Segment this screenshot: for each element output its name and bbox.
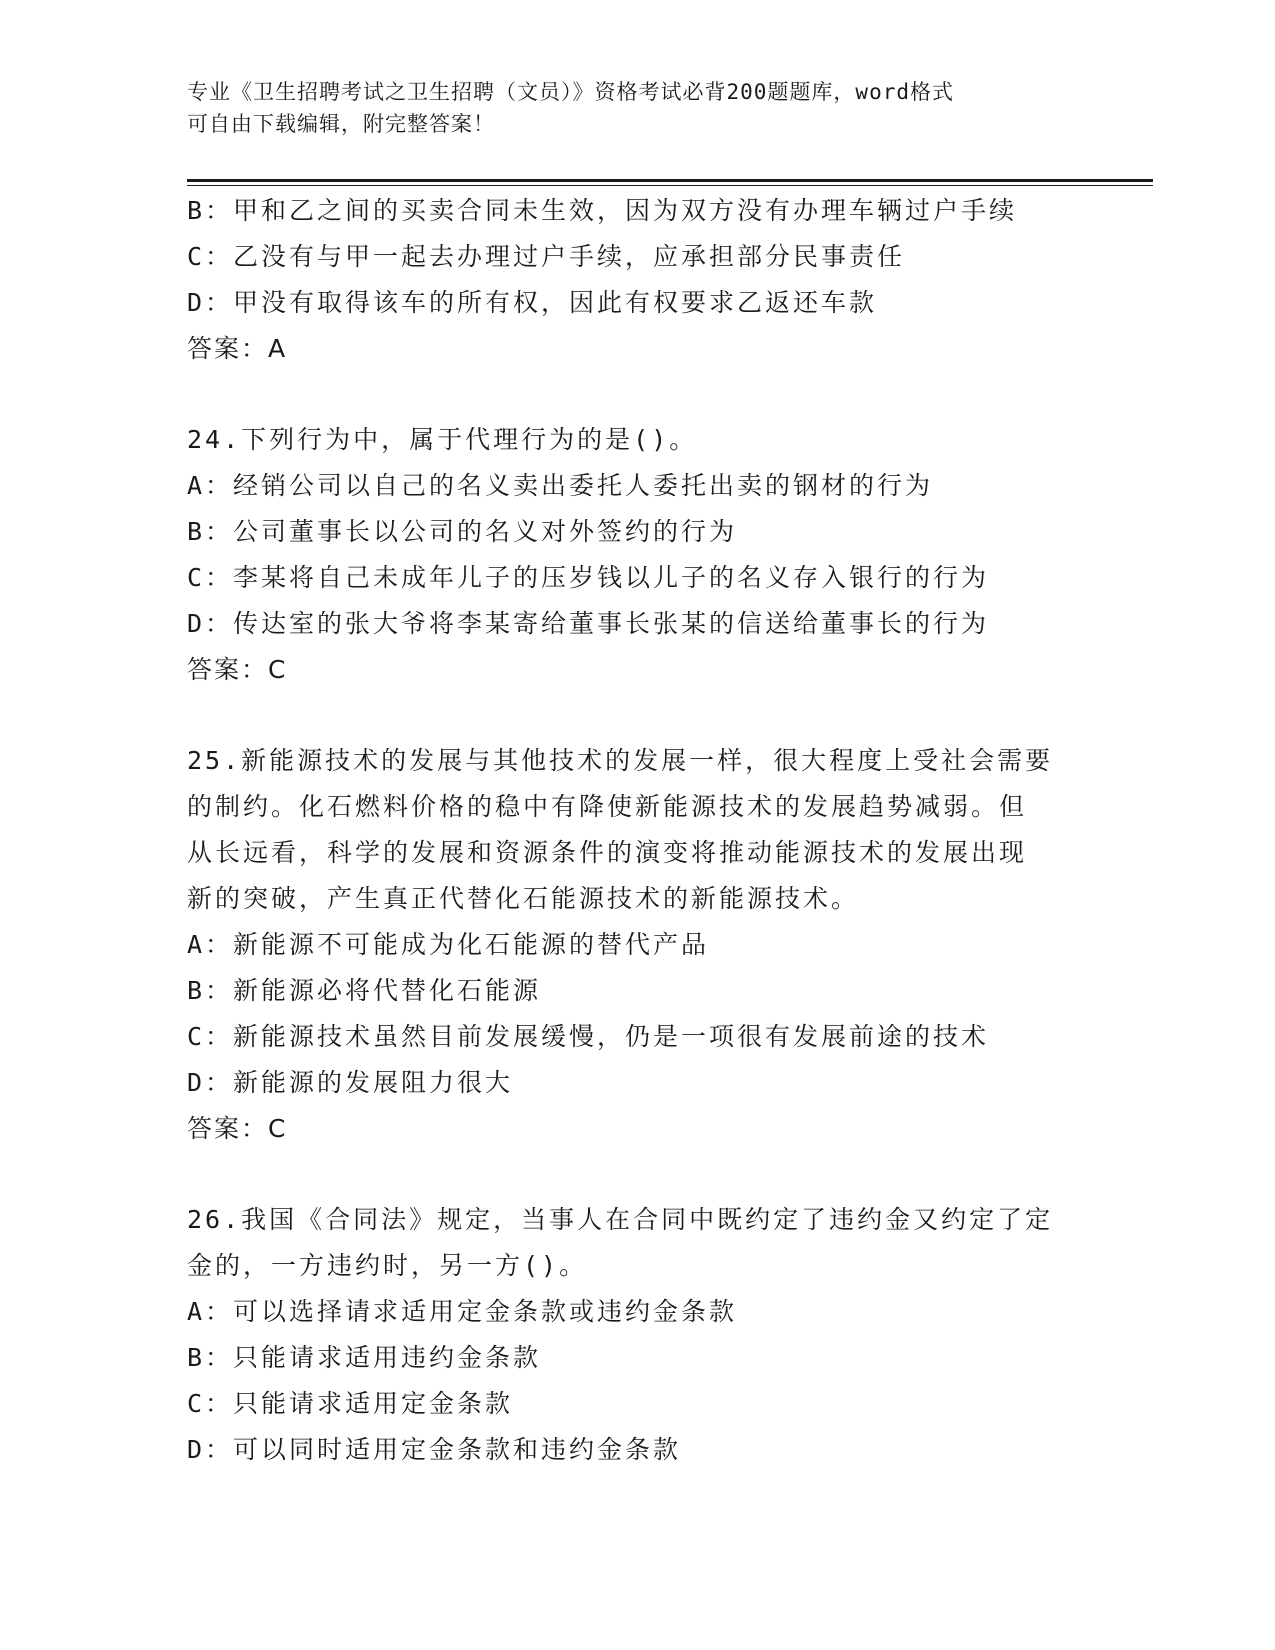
q25-stem-line-1: 25.新能源技术的发展与其他技术的发展一样，很大程度上受社会需要: [187, 746, 1054, 775]
question-23: [187, 188, 1087, 372]
header-title-line-2: 可自由下载编辑，附完整答案！: [187, 112, 495, 136]
q23-option-b: B：甲和乙之间的买卖合同未生效，因为双方没有办理车辆过户手续: [187, 196, 1018, 225]
q24-option-d: D：传达室的张大爷将李某寄给董事长张某的信送给董事长的行为: [187, 609, 990, 638]
spacer: [187, 372, 1087, 417]
q26-stem-line-1: 26.我国《合同法》规定，当事人在合同中既约定了违约金又约定了定: [187, 1205, 1054, 1234]
q25-stem-line-2: 的制约。化石燃料价格的稳中有降使新能源技术的发展趋势减弱。但: [187, 792, 1028, 821]
q25-option-a: A：新能源不可能成为化石能源的替代产品: [187, 930, 710, 959]
q24-option-a: A：经销公司以自己的名义卖出委托人委托出卖的钢材的行为: [187, 471, 934, 500]
question-25: [187, 738, 1087, 1152]
q26-option-c: C：只能请求适用定金条款: [187, 1389, 514, 1418]
q24-stem-line-1: 24.下列行为中，属于代理行为的是()。: [187, 425, 698, 454]
q26-option-a: A：可以选择请求适用定金条款或违约金条款: [187, 1297, 738, 1326]
spacer: [187, 1152, 1087, 1197]
q25-stem-line-4: 新的突破，产生真正代替化石能源技术的新能源技术。: [187, 884, 860, 913]
question-26: [187, 1197, 1087, 1473]
question-24: [187, 417, 1087, 693]
document-body: [187, 188, 1087, 1473]
q23-answer: 答案：A: [187, 334, 288, 363]
q24-answer: 答案：C: [187, 655, 288, 684]
q23-option-c: C：乙没有与甲一起去办理过户手续，应承担部分民事责任: [187, 242, 906, 271]
q24-option-b: B：公司董事长以公司的名义对外签约的行为: [187, 517, 738, 546]
q26-stem-line-2: 金的，一方违约时，另一方()。: [187, 1251, 588, 1280]
q25-option-b: B：新能源必将代替化石能源: [187, 976, 542, 1005]
q23-option-d: D：甲没有取得该车的所有权，因此有权要求乙返还车款: [187, 288, 878, 317]
header-title-line-1: 专业《卫生招聘考试之卫生招聘（文员）》资格考试必背200题题库，word格式: [187, 80, 954, 104]
q25-option-d: D：新能源的发展阻力很大: [187, 1068, 514, 1097]
q26-option-d: D：可以同时适用定金条款和违约金条款: [187, 1435, 682, 1464]
spacer: [187, 693, 1087, 738]
q24-option-c: C：李某将自己未成年儿子的压岁钱以儿子的名义存入银行的行为: [187, 563, 990, 592]
q25-stem-line-3: 从长远看，科学的发展和资源条件的演变将推动能源技术的发展出现: [187, 838, 1028, 867]
q25-answer: 答案：C: [187, 1114, 288, 1143]
q25-option-c: C：新能源技术虽然目前发展缓慢，仍是一项很有发展前途的技术: [187, 1022, 990, 1051]
header-rule-thin: [187, 185, 1153, 186]
q26-option-b: B：只能请求适用违约金条款: [187, 1343, 542, 1372]
document-header: [187, 76, 1067, 140]
header-rule-thick: [187, 179, 1153, 182]
